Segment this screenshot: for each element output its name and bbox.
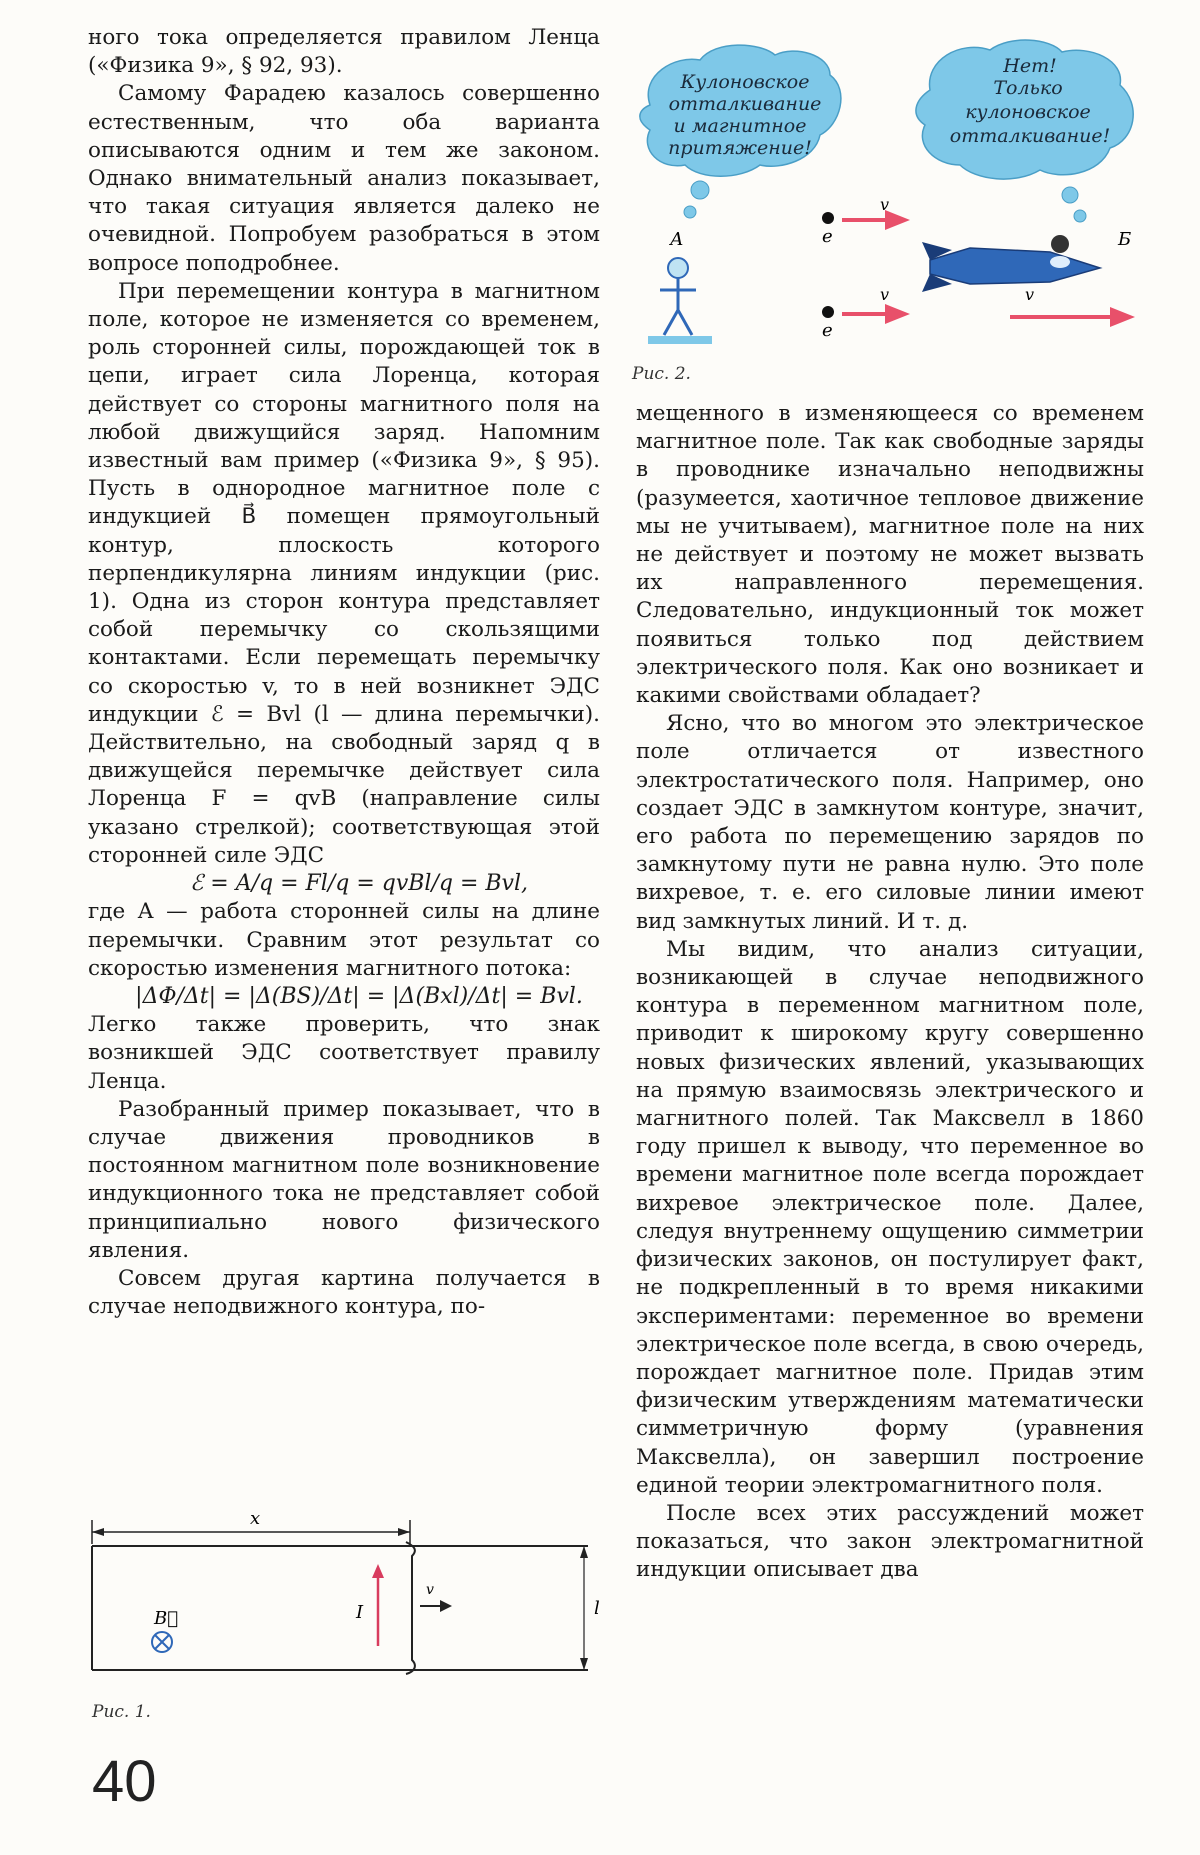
velocity-label: v [880, 285, 890, 304]
paragraph: После всех этих рассуждений может показаться, что закон электромагнитной индукции описывает два [636, 1500, 1144, 1583]
velocity-arrow [842, 304, 910, 324]
bubble-right-line-1: Нет! [1003, 55, 1057, 77]
page-number: 40 [92, 1749, 157, 1814]
label-v: v [426, 1582, 434, 1598]
right-column [636, 400, 1144, 1585]
bubble-left-line-1: Кулоновское [680, 71, 810, 93]
velocity-arrow [1010, 307, 1135, 327]
sliding-bar [406, 1542, 415, 1674]
label-b: Б [1118, 229, 1132, 250]
figure-2-caption: Рис. 2. [632, 364, 691, 384]
label-a: А [670, 229, 684, 250]
label-l: l [594, 1598, 600, 1619]
electron-label: e [822, 320, 833, 341]
bubble-left-line-2: отталкивание [668, 93, 822, 115]
electron-2 [822, 285, 910, 341]
paragraph: Разобранный пример показывает, что в случае движения проводников в постоянном магнитном поле возникновение индукционного тока не представляет собой принципиально нового физического явления. [88, 1096, 600, 1263]
thought-bubble-left [640, 45, 841, 218]
left-column [88, 24, 600, 1321]
velocity-label: v [1025, 285, 1035, 304]
formula-flux: |ΔΦ/Δt| = |Δ(BS)/Δt| = |Δ(Bxl)/Δt| = Bvl. [135, 983, 583, 1009]
figure-1 [88, 1510, 618, 1700]
label-x: x [250, 1510, 261, 1529]
bubble-right-line-4: отталкивание! [949, 125, 1111, 147]
field-into-page-icon [152, 1632, 172, 1652]
bubble-right-line-2: Только [993, 77, 1063, 99]
paragraph: Ясно, что во многом это электрическое поле отличается от известного электростатического поля. Например, оно создает ЭДС в замкнутом контуре, значит, его работа по перемещению зарядов по замкнутому пути не равна нулю. Это поле вихревое, т. е. его силовые линии имеют вид замкнутых линий. И т. д. [636, 711, 1144, 934]
velocity-label: v [880, 195, 890, 214]
formula-emf: ℰ = A/q = Fl/q = qvBl/q = Bvl, [189, 871, 528, 897]
bubble-left-line-4: притяжение! [668, 137, 812, 159]
paragraph: мещенного в изменяющееся со временем магнитное поле. Так как свободные заряды в проводнике изначально неподвижны (разумеется, хаотичное тепловое движение мы не учитываем), магнитное поле на них не действует и поэтому не может вызвать их направленного перемещения. Следовательно, индукционный ток может появиться только под действием электрического поля. Как оно возникает и какими свойствами обладает? [636, 401, 1144, 709]
paragraph: Легко также проверить, что знак возникшей ЭДС соответствует правилу Ленца. [88, 1012, 600, 1094]
label-b: B⃗ [154, 1608, 179, 1629]
bubble-left-line-3: и магнитное [673, 115, 807, 137]
rocket-b [922, 229, 1135, 327]
figure-2 [630, 30, 1170, 380]
paragraph: Совсем другая картина получается в случае неподвижного контура, по- [88, 1265, 600, 1320]
observer-a-figure [648, 229, 712, 344]
velocity-arrow [842, 210, 910, 230]
figure-1-caption: Рис. 1. [92, 1702, 151, 1722]
paragraph: При перемещении контура в магнитном поле, которое не изменяется со временем, роль сторонней силы, порождающей ток в цепи, играет сила Лоренца, которая действует со стороны магнитного поля на любой движущийся заряд. Напомним известный вам пример («Физика 9», § 95). Пусть в однородное магнитное поле с индукцией B⃗ помещен прямоугольный контур, плоскость которого перпендикулярна линиям индукции (рис. 1). Одна из сторон контура представляет собой перемычку со скользящими контактами. Если перемещать перемычку со скоростью v, то в ней возникнет ЭДС индукции ℰ = Bvl (l — длина перемычки). Действительно, на свободный заряд q в движущейся перемычке действует сила Лоренца F = qvB (направление силы указано стрелкой); соответствующая этой сторонней силе ЭДС [88, 278, 600, 868]
thought-bubble-right [916, 40, 1133, 222]
paragraph: ного тока определяется правилом Ленца («Физика 9», § 92, 93). [88, 25, 600, 79]
paragraph: Самому Фарадею казалось совершенно естественным, что оба варианта описываются одним и тем же законом. Однако внимательный анализ показывает, что такая ситуация является далеко не очевидной. Попробуем разобраться в этом вопросе поподробнее. [88, 81, 600, 276]
label-i: I [356, 1602, 364, 1623]
paragraph: где A — работа сторонней силы на длине перемычки. Сравним этот результат со скоростью изменения магнитного потока: [88, 899, 600, 981]
bubble-right-line-3: кулоновское [965, 101, 1091, 123]
electron-label: e [822, 226, 833, 247]
paragraph: Мы видим, что анализ ситуации, возникающей в случае неподвижного контура в переменном магнитном поле, приводит к широкому кругу совершенно новых физических явлений, указывающих на прямую взаимосвязь электрического и магнитного полей. Так Максвелл в 1860 году пришел к выводу, что переменное во времени магнитное поле всегда порождает вихревое электрическое поле. Далее, следуя внутреннему ощущению симметрии физических законов, он постулирует факт, не подкрепленный в то время никакими экспериментами: переменное во времени электрическое поле всегда, в свою очередь, порождает магнитное поле. Придав этим физическим утверждениям математически симметричную форму (уравнения Максвелла), он завершил построение единой теории электромагнитного поля. [636, 936, 1144, 1498]
electron-1 [822, 195, 910, 247]
